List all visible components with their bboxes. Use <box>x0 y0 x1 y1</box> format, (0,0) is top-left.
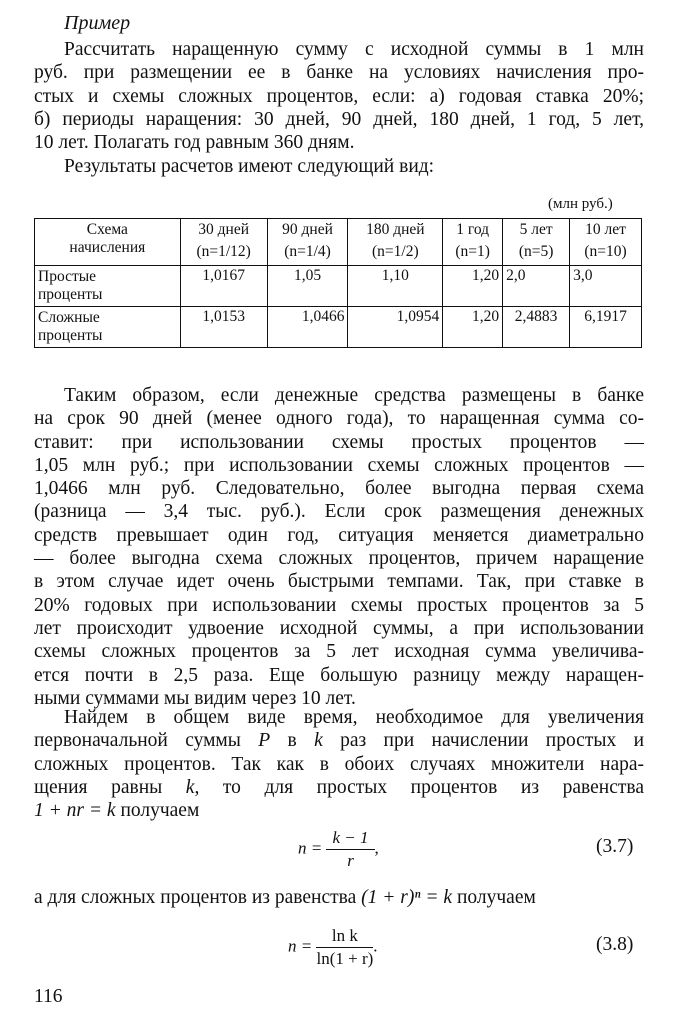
formula-punctuation: . <box>373 936 378 956</box>
formula-3-7 <box>298 828 379 871</box>
text-fragment: щения равны <box>34 776 186 798</box>
text-line <box>34 729 644 752</box>
header-label: Схема <box>86 221 128 238</box>
text-line: ется почти в 2,5 раза. Еще большую разницу между наращен- <box>34 664 644 686</box>
text-fragment: а для сложных процентов из равенства <box>34 887 362 908</box>
value-cell: 2,0 <box>503 266 570 307</box>
value-cell: 1,0466 <box>267 307 348 348</box>
header-scheme-cell <box>35 219 181 266</box>
formula-punctuation: , <box>374 838 379 858</box>
text-line <box>34 776 644 799</box>
variable-k: k <box>185 776 195 798</box>
text-line: 1,0466 млн руб. Следовательно, более выгодна первая схема <box>34 478 644 500</box>
period-n: (n=1/2) <box>372 243 419 260</box>
header-period-cell <box>570 219 642 266</box>
compound-intro <box>34 886 644 909</box>
equation-compound: (1 + r)ⁿ = k <box>361 887 453 908</box>
equation-number: (3.7) <box>596 836 634 857</box>
value-cell: 2,4883 <box>503 307 570 348</box>
formula-lhs: n = <box>288 936 313 956</box>
value-cell: 1,0167 <box>180 266 267 307</box>
value-cell: 1,0954 <box>348 307 443 348</box>
period-n: (n=10) <box>584 243 627 260</box>
period-label: 5 лет <box>519 221 553 238</box>
value-cell: 1,05 <box>267 266 348 307</box>
text-line: схемы сложных процентов за 5 лет исходная сумма увеличива- <box>34 641 644 663</box>
value-cell: 1,20 <box>443 266 503 307</box>
fraction-denominator: r <box>347 851 354 870</box>
text-line <box>34 886 644 909</box>
text-line: (разница — 3,4 тыс. руб.). Если срок размещения денежных <box>34 501 644 523</box>
text-line: на срок 90 дней (менее одного года), то наращенная сумма со- <box>34 408 644 430</box>
text-line: б) периоды наращения: 30 дней, 90 дней, 180 дней, 1 год, 5 лет, <box>34 108 644 130</box>
text-line: средств превышает один год, ситуация меняется диаметрально <box>34 524 644 546</box>
formula-lhs: n = <box>298 838 323 858</box>
header-period-cell <box>348 219 443 266</box>
equation-number: (3.8) <box>596 934 634 955</box>
header-label: начисления <box>69 239 146 256</box>
text-fragment: , то для простых процентов из равенства <box>194 776 644 798</box>
text-line: сложных процентов. Так как в обоих случаях множители нара- <box>34 753 644 775</box>
text-line: руб. при размещении ее в банке на условиях начисления про- <box>34 62 644 84</box>
period-n: (n=1) <box>455 243 490 260</box>
row-label: проценты <box>38 327 103 344</box>
fraction-numerator: ln k <box>316 926 373 948</box>
fraction <box>316 926 373 969</box>
table-row <box>35 266 642 307</box>
row-label: Простые <box>38 268 97 285</box>
header-period-cell <box>180 219 267 266</box>
text-fragment: получаем <box>115 800 200 822</box>
analysis-paragraph <box>34 384 644 710</box>
example-title: Пример <box>64 12 131 34</box>
row-label: проценты <box>38 286 103 303</box>
text-fragment: в <box>270 730 315 752</box>
period-n: (n=1/4) <box>284 243 331 260</box>
value-cell: 1,10 <box>348 266 443 307</box>
results-table <box>34 218 642 348</box>
period-n: (n=1/12) <box>196 243 251 260</box>
table-header-row <box>35 219 642 266</box>
variable-k: k <box>314 730 323 752</box>
fraction <box>326 828 374 871</box>
fraction-numerator: k − 1 <box>326 828 374 850</box>
period-n: (n=5) <box>518 243 554 260</box>
text-fragment: получаем <box>452 887 536 908</box>
variable-P: P <box>258 730 271 752</box>
text-line: 10 лет. Полагать год равным 360 дням. <box>34 132 355 154</box>
period-label: 1 год <box>456 221 490 238</box>
text-line: в этом случае идет очень быстрыми темпами. Так, при ставке в <box>34 571 644 593</box>
text-line: — более выгодна схема сложных процентов, причем наращение <box>34 548 644 570</box>
row-label-cell <box>35 307 181 348</box>
text-fragment: раз при начислении простых и <box>322 730 645 752</box>
value-cell: 3,0 <box>570 266 642 307</box>
formula-3-8 <box>288 926 378 969</box>
text-line: Рассчитать наращенную сумму с исходной суммы в 1 млн <box>64 39 644 60</box>
results-intro <box>34 155 644 178</box>
table-row <box>35 307 642 348</box>
text-line: стых и схемы сложных процентов, если: а) годовая ставка 20%; <box>34 85 644 107</box>
table-units: (млн руб.) <box>548 196 613 212</box>
text-line: ными суммами мы видим через 10 лет. <box>34 687 356 709</box>
text-line: ставит: при использовании схемы простых процентов — <box>34 431 644 453</box>
period-label: 30 дней <box>198 221 249 238</box>
text-line: 1,05 млн руб.; при использовании схемы сложных процентов — <box>34 454 644 476</box>
text-line: 20% годовых при использовании схемы простых процентов за 5 <box>34 594 644 616</box>
text-fragment: первоначальной суммы <box>34 730 259 752</box>
value-cell: 6,1917 <box>570 307 642 348</box>
header-period-cell <box>443 219 503 266</box>
value-cell: 1,20 <box>443 307 503 348</box>
text-line <box>34 799 644 822</box>
text-line: Таким образом, если денежные средства размещены в банке <box>64 385 644 406</box>
header-period-cell <box>267 219 348 266</box>
time-derivation-paragraph <box>34 706 644 822</box>
period-label: 10 лет <box>585 221 626 238</box>
row-label: Сложные <box>38 309 100 326</box>
equation-simple: 1 + nr = k <box>34 800 116 822</box>
example-problem-text <box>34 38 644 154</box>
text-line: лет происходит удвоение исходной суммы, а при использовании <box>34 617 644 639</box>
page-number: 116 <box>34 986 63 1007</box>
period-label: 90 дней <box>282 221 333 238</box>
row-label-cell <box>35 266 181 307</box>
fraction-denominator: ln(1 + r) <box>316 949 374 968</box>
text-line: Найдем в общем виде время, необходимое для увеличения <box>64 707 644 728</box>
value-cell: 1,0153 <box>180 307 267 348</box>
header-period-cell <box>503 219 570 266</box>
period-label: 180 дней <box>366 221 425 238</box>
results-intro-text: Результаты расчетов имеют следующий вид: <box>64 156 435 177</box>
